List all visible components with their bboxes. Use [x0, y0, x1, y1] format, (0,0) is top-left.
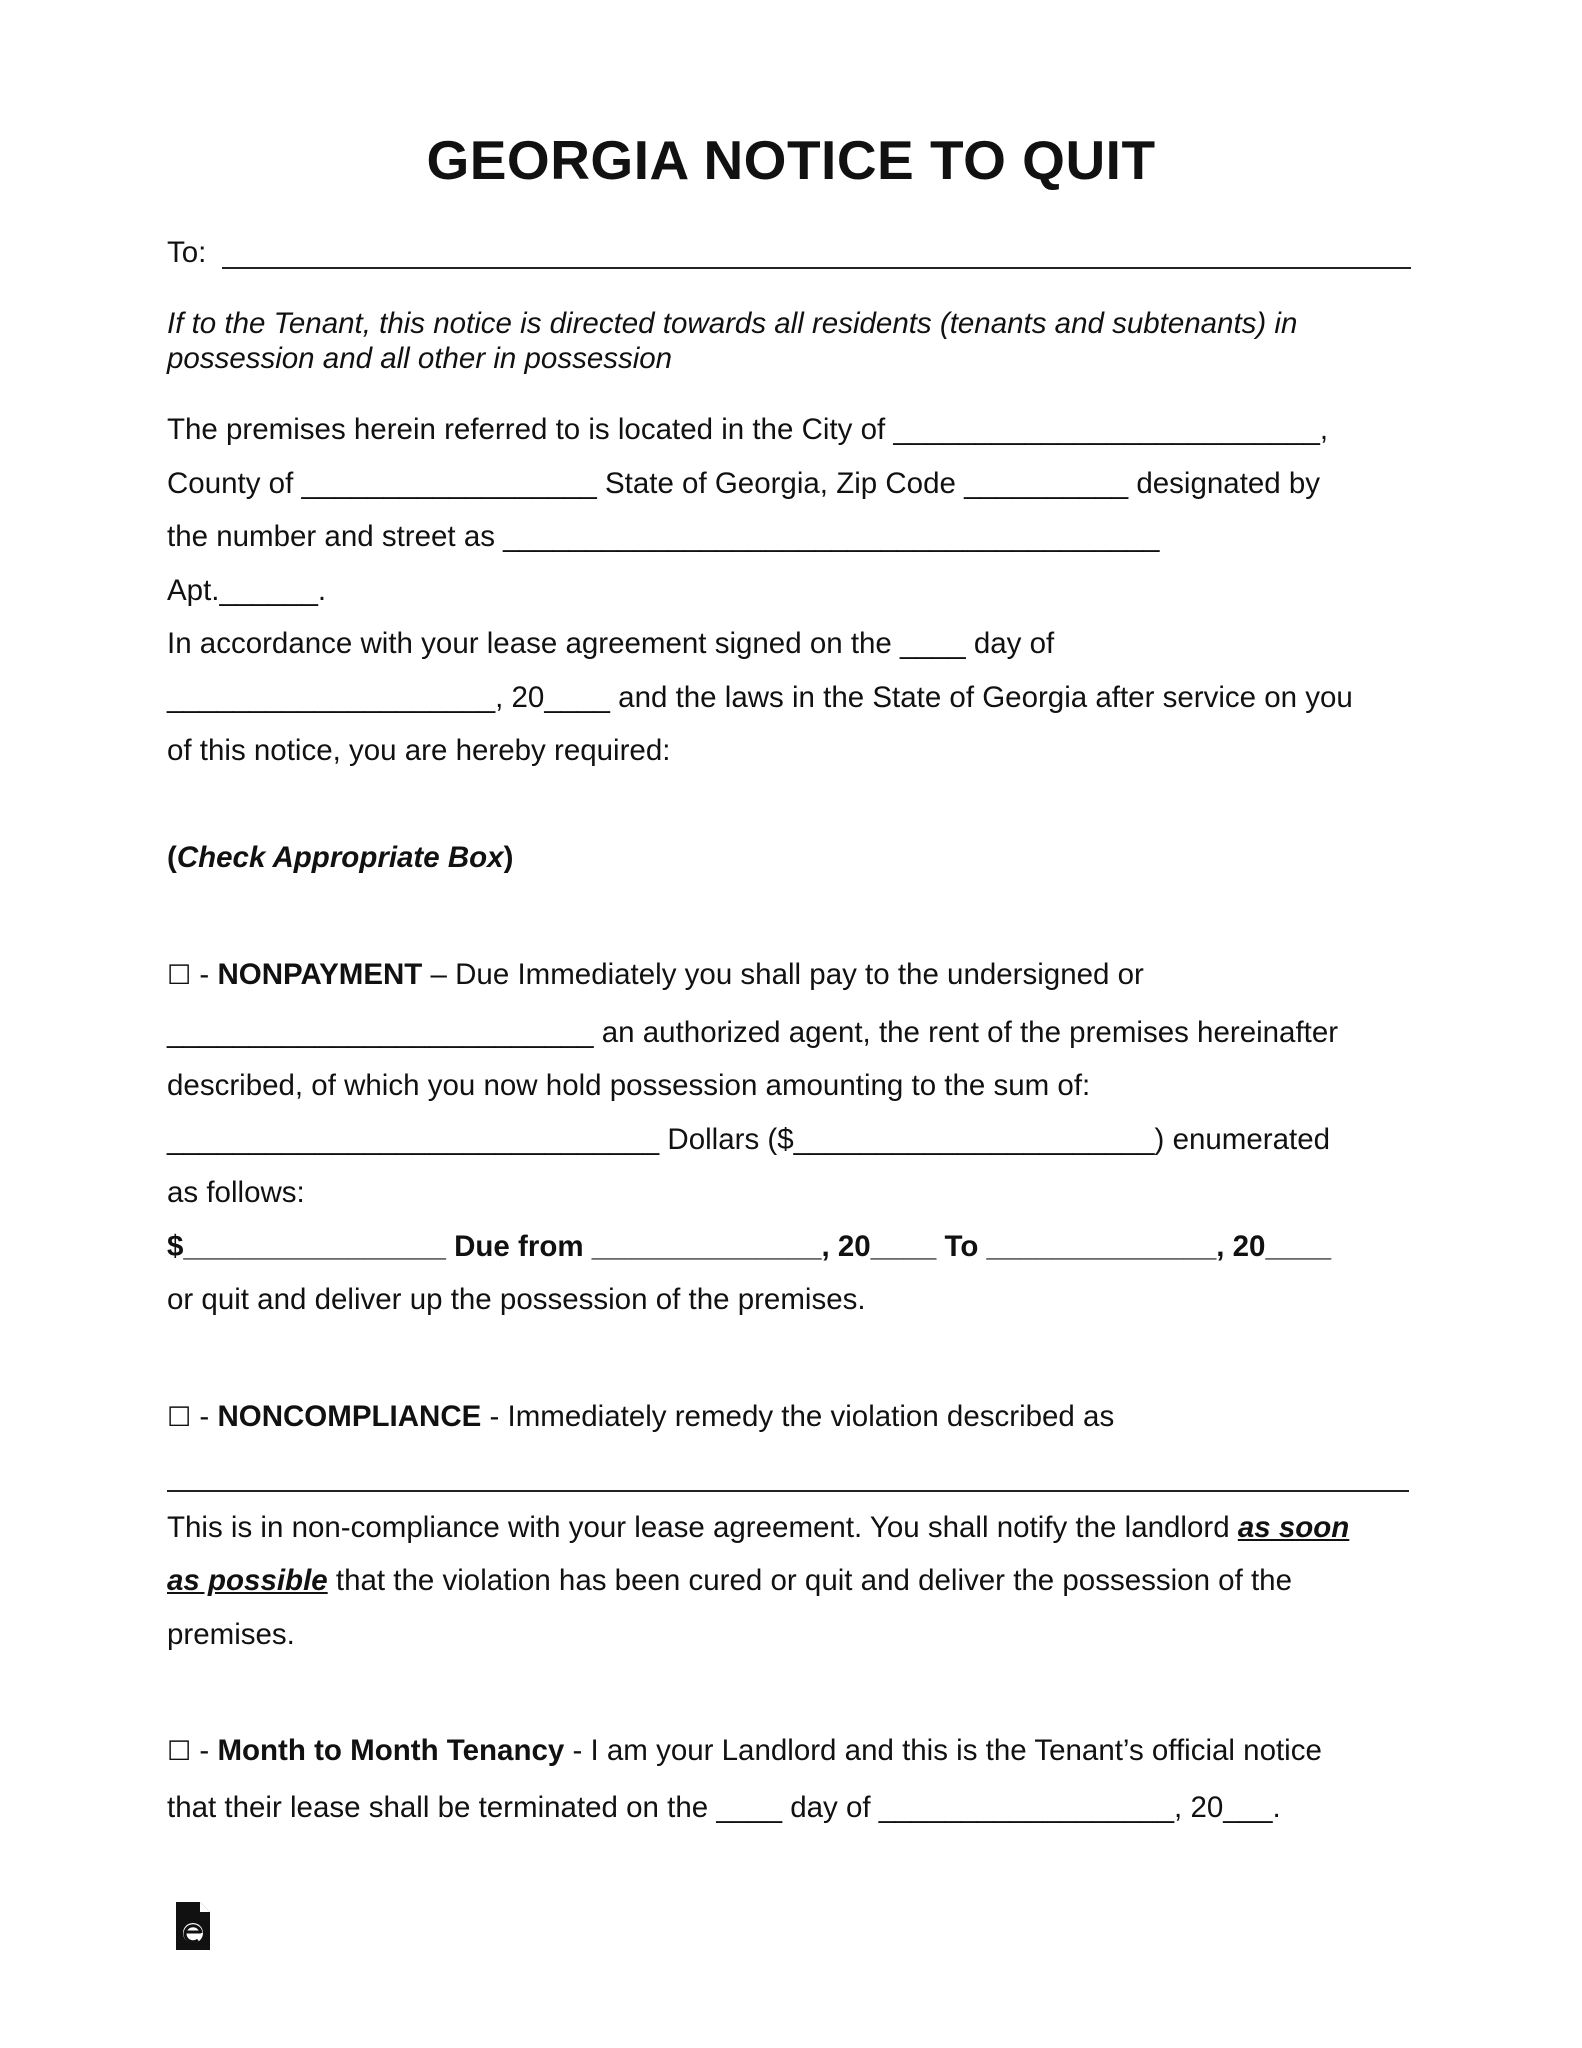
check-instruction-open: ( [167, 841, 177, 874]
noncompliance-line-3-text: that the violation has been cured or quit and deliver the possession of the [327, 1564, 1292, 1597]
noncompliance-line-2-text: This is in non-compliance with your lease agreement. You shall notify the landlord [167, 1511, 1238, 1544]
month-to-month-checkbox[interactable]: ☐ [167, 1736, 192, 1767]
premises-line-county: County of __________________ State of Georgia, Zip Code __________ designated by [167, 467, 1321, 500]
noncompliance-heading: NONCOMPLIANCE [217, 1400, 482, 1433]
noncompliance-emphasis-2: as possible [167, 1564, 328, 1597]
noncompliance-line-4: premises. [167, 1618, 295, 1651]
month-to-month-heading: Month to Month Tenancy [217, 1734, 565, 1767]
noncompliance-line-2 [167, 1510, 1349, 1546]
nonpayment-line-1 [167, 957, 1144, 994]
noncompliance-line-3 [167, 1563, 1292, 1599]
tenant-note-line-1: If to the Tenant, this notice is directed towards all residents (tenants and subtenants) in [167, 307, 1298, 340]
eforms-logo-icon [174, 1900, 212, 1952]
premises-line-street: the number and street as ________________________________________ [167, 520, 1160, 553]
month-to-month-line-1 [167, 1733, 1322, 1770]
month-to-month-line-2: that their lease shall be terminated on the ____ day of __________________, 20___. [167, 1791, 1281, 1824]
month-to-month-prefix: - [191, 1734, 218, 1767]
nonpayment-checkbox[interactable]: ☐ [167, 960, 192, 991]
noncompliance-emphasis-1: as soon [1237, 1511, 1350, 1544]
nonpayment-line-7: or quit and deliver up the possession of the premises. [167, 1283, 866, 1316]
to-blank-line[interactable] [222, 267, 1411, 269]
nonpayment-line-1-text: – Due Immediately you shall pay to the undersigned or [422, 958, 1144, 991]
nonpayment-prefix: - [191, 958, 218, 991]
tenant-note-line-2: possession and all other in possession [167, 342, 673, 375]
nonpayment-line-3: described, of which you now hold possession amounting to the sum of: [167, 1069, 1091, 1102]
nonpayment-line-4: ______________________________ Dollars ($______________________) enumerated [167, 1123, 1331, 1156]
nonpayment-heading: NONPAYMENT [217, 958, 423, 991]
nonpayment-due-line: $________________ Due from ______________, 20____ To ______________, 20____ [167, 1230, 1332, 1263]
noncompliance-line-1 [167, 1399, 1114, 1436]
lease-line-year: ____________________, 20____ and the laws in the State of Georgia after service on you [167, 681, 1353, 714]
premises-line-apt: Apt.______. [167, 574, 327, 607]
lease-line-signed: In accordance with your lease agreement signed on the ____ day of [167, 627, 1055, 660]
nonpayment-line-5: as follows: [167, 1176, 305, 1209]
noncompliance-line-1-text: - Immediately remedy the violation described as [481, 1400, 1115, 1433]
check-instruction [167, 840, 513, 876]
nonpayment-line-2: __________________________ an authorized agent, the rent of the premises hereinafter [167, 1016, 1339, 1049]
to-label: To: [167, 236, 215, 269]
noncompliance-prefix: - [191, 1400, 218, 1433]
violation-blank-line[interactable] [167, 1490, 1409, 1492]
noncompliance-checkbox[interactable]: ☐ [167, 1402, 192, 1433]
lease-line-required: of this notice, you are hereby required: [167, 734, 671, 767]
premises-line-city: The premises herein referred to is located in the City of __________________________, [167, 413, 1329, 446]
check-instruction-text: Check Appropriate Box [176, 841, 504, 874]
check-instruction-close: ) [503, 841, 514, 874]
document-title: GEORGIA NOTICE TO QUIT [426, 129, 1156, 191]
month-to-month-line-1-text: - I am your Landlord and this is the Tenant’s official notice [564, 1734, 1322, 1767]
